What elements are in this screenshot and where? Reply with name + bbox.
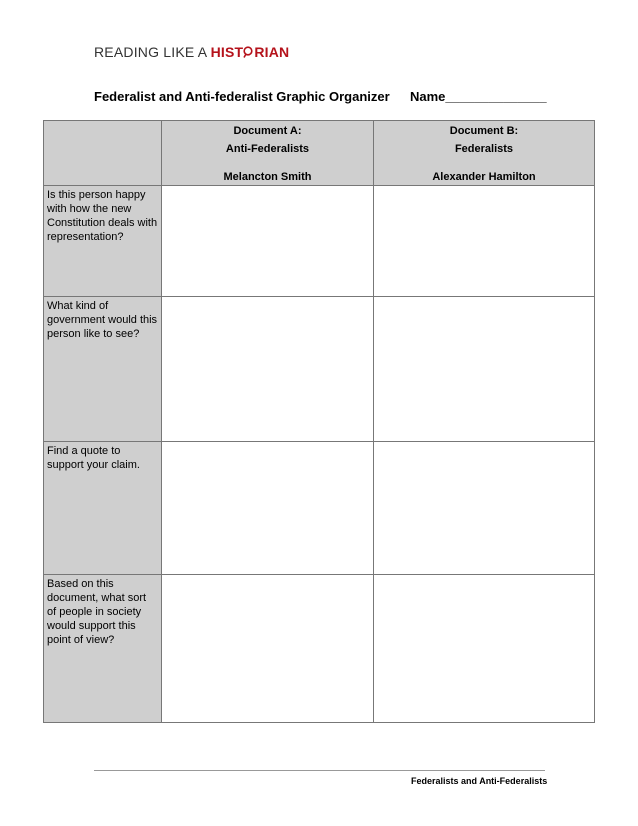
blank-header-cell (44, 121, 162, 186)
question-cell: What kind of government would this person like to see? (44, 297, 162, 442)
name-label: Name______________ (410, 89, 547, 104)
table-row (44, 575, 595, 723)
footer-text: Federalists and Anti-Federalists (411, 776, 548, 784)
page-title: Federalist and Anti-federalist Graphic Organizer (94, 89, 390, 104)
footer-divider (94, 770, 545, 771)
answer-cell-document-b[interactable] (374, 186, 595, 297)
document-a-group: Anti-Federalists (225, 143, 310, 155)
table-row (44, 442, 595, 575)
table-row (44, 186, 595, 297)
question-cell: Is this person happy with how the new Constitution deals with representation? (44, 186, 162, 297)
answer-cell-document-b[interactable] (374, 442, 595, 575)
title-row (94, 89, 554, 104)
question-cell: Find a quote to support your claim. (44, 442, 162, 575)
answer-cell-document-a[interactable] (162, 442, 374, 575)
answer-cell-document-a[interactable] (162, 575, 374, 723)
document-a-label: Document A: (233, 125, 302, 137)
logo-hist: HIST (210, 44, 244, 60)
answer-cell-document-a[interactable] (162, 186, 374, 297)
table-row (44, 297, 595, 442)
table-header-row (44, 121, 595, 186)
document-b-header (374, 121, 595, 186)
logo-prefix: READING LIKE A (94, 44, 211, 60)
answer-cell-document-a[interactable] (162, 297, 374, 442)
graphic-organizer-table (43, 120, 595, 723)
document-a-author: Melancton Smith (223, 171, 312, 183)
question-cell: Based on this document, what sort of people in society would support this point of view? (44, 575, 162, 723)
answer-cell-document-b[interactable] (374, 575, 595, 723)
document-a-header (162, 121, 374, 186)
logo-rian: RIAN (254, 44, 290, 60)
magnifier-icon (243, 45, 254, 56)
answer-cell-document-b[interactable] (374, 297, 595, 442)
reading-like-a-historian-logo (94, 44, 289, 60)
document-b-group: Federalists (454, 143, 514, 155)
document-b-label: Document B: (449, 125, 519, 137)
document-b-author: Alexander Hamilton (432, 171, 536, 183)
